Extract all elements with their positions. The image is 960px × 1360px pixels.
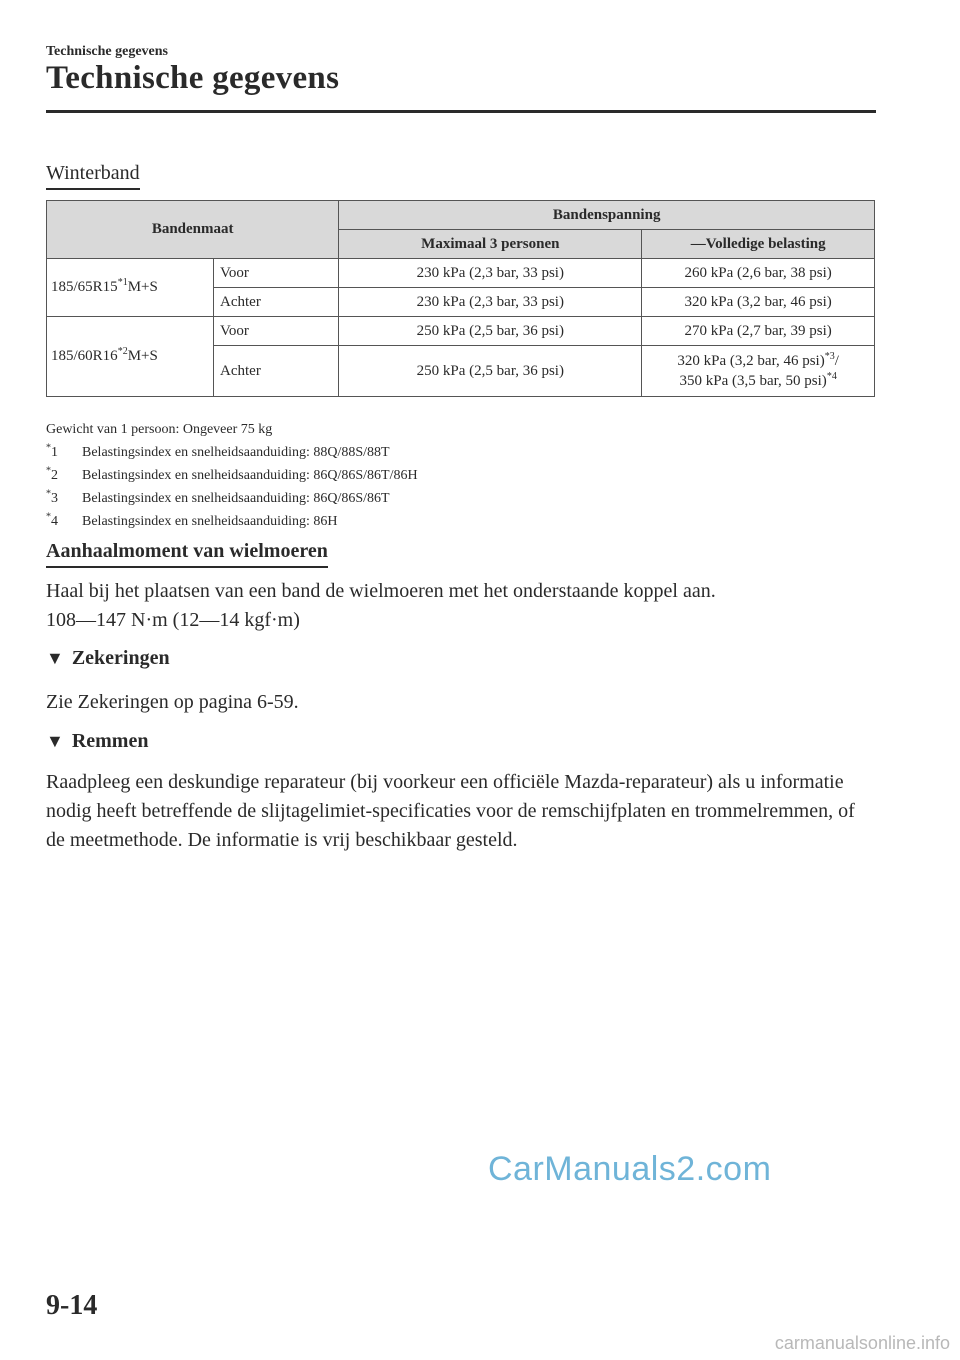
torque-heading: Aanhaalmoment van wielmoeren	[46, 540, 328, 568]
pressure-cell: 250 kPa (2,5 bar, 36 psi)	[339, 317, 642, 346]
pressure-cell: 230 kPa (2,3 bar, 33 psi)	[339, 288, 642, 317]
torque-value: 108—147 N·m (12—14 kgf·m)	[46, 609, 300, 631]
pressure-cell: 230 kPa (2,3 bar, 33 psi)	[339, 259, 642, 288]
torque-instruction: Haal bij het plaatsen van een band de wielmoeren met het onderstaande koppel aan.	[46, 580, 716, 602]
table-row	[47, 317, 875, 346]
brakes-heading-label: Remmen	[71, 730, 149, 752]
tire-size-cell: $185/60R16^{*2}M+S$	[47, 317, 214, 397]
footer-site-text: carmanualsonline.info	[774, 1333, 950, 1353]
footnote: *4 Belastingsindex en snelheidsaanduiding: 86H	[46, 511, 338, 529]
table-header-row	[47, 201, 875, 230]
pressure-cell: 250 kPa (2,5 bar, 36 psi)	[339, 346, 642, 397]
page-number: 9-14	[46, 1290, 98, 1321]
tire-size-cell: $185/65R15^{*1}M+S$	[47, 259, 214, 317]
table-notes	[46, 418, 418, 533]
triangle-marker-icon: ▼	[46, 731, 64, 751]
header-full-load: —Volledige belasting	[642, 230, 875, 259]
winter-tire-heading: Winterband	[46, 162, 140, 190]
watermark-logo: CarManuals2.com	[488, 1150, 772, 1188]
pressure-cell: 270 kPa (2,7 bar, 39 psi)	[642, 317, 875, 346]
footnote: *2 Belastingsindex en snelheidsaanduiding: 86Q/86S/86T/86H	[46, 465, 418, 483]
triangle-marker-icon: ▼	[46, 648, 64, 668]
title-rule	[46, 110, 876, 113]
table-row	[47, 259, 875, 288]
header-tire-size: Bandenmaat	[47, 201, 339, 259]
position-front: Voor	[214, 317, 339, 346]
torque-text	[46, 577, 876, 635]
pressure-cell: 260 kPa (2,6 bar, 38 psi)	[642, 259, 875, 288]
footnote: *1 Belastingsindex en snelheidsaanduiding: 88Q/88S/88T	[46, 442, 390, 460]
position-rear: Achter	[214, 346, 339, 397]
brakes-text: Raadpleeg een deskundige reparateur (bij voorkeur een officiële Mazda-reparateur) als u informatie nodig heeft betreffende de slijtagelimiet-specificaties voor de remschijfplaten en trommelremmen, of de meetmethode. De informatie is vrij beschikbaar gesteld.	[46, 771, 855, 851]
brakes-heading	[46, 730, 148, 753]
page-title: Technische gegevens	[46, 60, 340, 96]
header-max-3-persons: Maximaal 3 personen	[339, 230, 642, 259]
position-front: Voor	[214, 259, 339, 288]
footnote: *3 Belastingsindex en snelheidsaanduiding: 86Q/86S/86T	[46, 488, 390, 506]
weight-note: Gewicht van 1 persoon: Ongeveer 75 kg	[46, 422, 273, 437]
pressure-cell: 320 kPa (3,2 bar, 46 psi)	[642, 288, 875, 317]
fuses-heading-label: Zekeringen	[71, 647, 170, 669]
pressure-cell: 320 kPa (3,2 bar, 46 psi)$^{*3}$/ 350 kPa (3,5 bar, 50 psi)$^{*4}$	[642, 346, 875, 397]
winter-tire-pressure-table	[46, 200, 875, 397]
fuses-text: Zie Zekeringen op pagina 6-59.	[46, 691, 299, 713]
position-rear: Achter	[214, 288, 339, 317]
running-head: Technische gegevens	[46, 44, 168, 59]
header-tire-pressure: Bandenspanning	[339, 201, 875, 230]
fuses-heading	[46, 647, 170, 670]
